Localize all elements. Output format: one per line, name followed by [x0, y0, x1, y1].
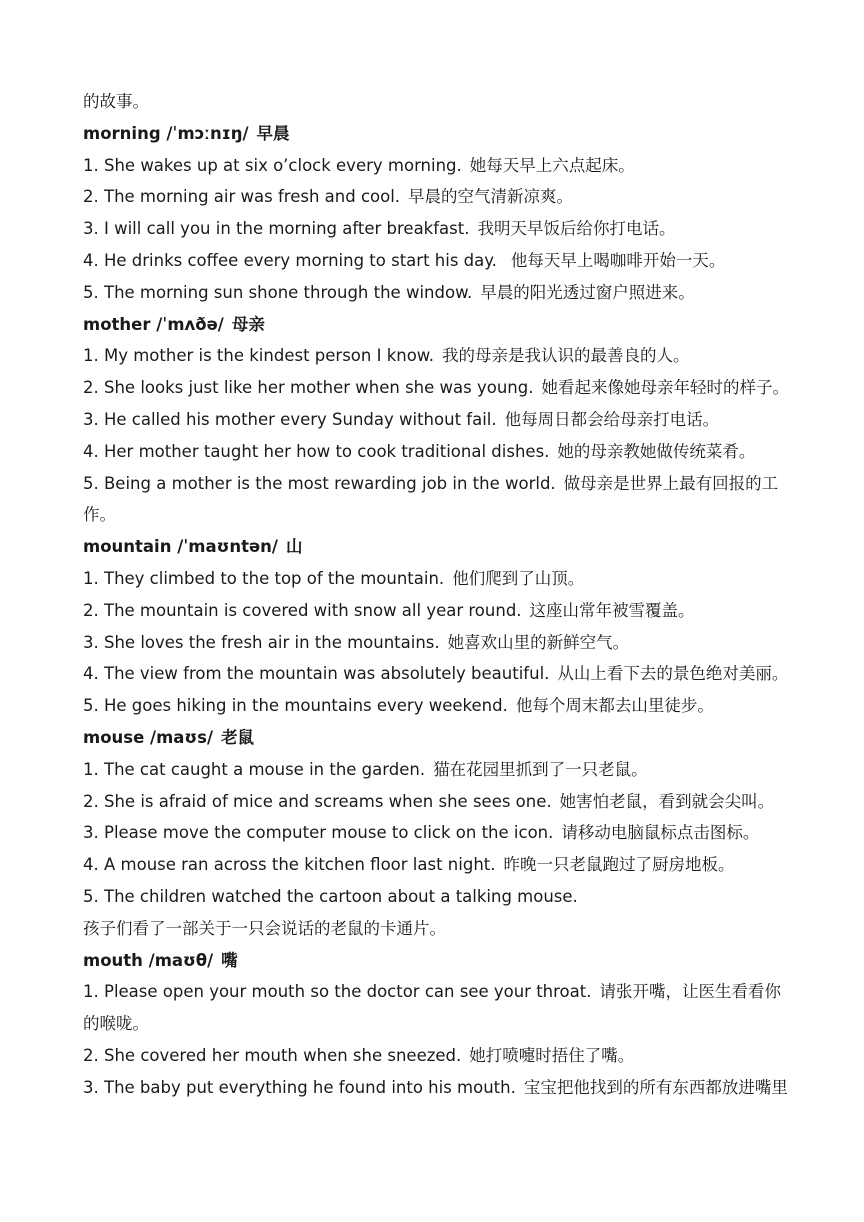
entry-word: morning: [83, 123, 161, 143]
entry-word: mouse: [83, 727, 145, 747]
entry-meaning: 山: [285, 537, 303, 557]
example-sentence: 2. She looks just like her mother when she was young. 她看起来像她母亲年轻时的样子。: [83, 378, 789, 398]
example-sentence: 2. She covered her mouth when she sneezed. 她打喷嚏时捂住了嘴。: [83, 1045, 635, 1065]
example-sentence: 5. He goes hiking in the mountains every weekend. 他每个周末都去山里徒步。: [83, 696, 714, 716]
entry-word: mother: [83, 314, 151, 334]
entry-phonetic: /ˈmɔːnɪŋ/: [166, 123, 249, 143]
entry-heading-morning: [83, 118, 788, 150]
example-sentence: 1. She wakes up at six o’clock every morning. 她每天早上六点起床。: [83, 155, 635, 175]
example-sentence: 5. The morning sun shone through the window. 早晨的阳光透过窗户照进来。: [83, 282, 695, 302]
entry-meaning: 老鼠: [221, 727, 254, 747]
entry-meaning: 母亲: [231, 314, 265, 334]
example-sentence: 4. A mouse ran across the kitchen floor last night. 昨晚一只老鼠跑过了厨房地板。: [83, 855, 735, 875]
example-sentence: 4. He drinks coffee every morning to start his day. 他每天早上喝咖啡开始一天。: [83, 250, 726, 270]
example-sentence: 2. The mountain is covered with snow all year round. 这座山常年被雪覆盖。: [83, 600, 695, 620]
entry-phonetic: /ˈmʌðə/: [156, 314, 224, 334]
entry-heading-mother: [83, 309, 788, 341]
example-sentence: 5. The children watched the cartoon about a talking mouse.: [83, 886, 578, 906]
example-sentence: 4. Her mother taught her how to cook traditional dishes. 她的母亲教她做传统菜肴。: [83, 441, 756, 461]
entry-meaning: 早晨: [256, 123, 290, 143]
entry-word: mountain: [83, 537, 172, 557]
document-page: [83, 86, 788, 1104]
example-sentence: 1. They climbed to the top of the mountain. 他们爬到了山顶。: [83, 568, 585, 588]
example-translation: 孩子们看了一部关于一只会说话的老鼠的卡通片。: [83, 918, 446, 938]
example-sentence: 1. My mother is the kindest person I know. 我的母亲是我认识的最善良的人。: [83, 346, 690, 366]
entry-phonetic: /maʊθ/: [148, 950, 214, 970]
entry-heading-mountain: [83, 531, 788, 563]
entry-phonetic: /ˈmaʊntən/: [177, 537, 278, 557]
example-sentence: 3. He called his mother every Sunday without fail. 他每周日都会给母亲打电话。: [83, 409, 720, 429]
entry-heading-mouse: [83, 722, 788, 754]
example-sentence: 3. Please move the computer mouse to click on the icon. 请移动电脑鼠标点击图标。: [83, 823, 760, 843]
example-sentence: 3. She loves the fresh air in the mountains. 她喜欢山里的新鲜空气。: [83, 632, 630, 652]
example-sentence: 2. She is afraid of mice and screams when she sees one. 她害怕老鼠，看到就会尖叫。: [83, 791, 775, 811]
example-sentence: 4. The view from the mountain was absolutely beautiful. 从山上看下去的景色绝对美丽。: [83, 664, 789, 684]
example-sentence: 5. Being a mother is the most rewarding job in the world. 做母亲是世界上最有回报的工作。: [83, 473, 779, 525]
example-sentence: 1. Please open your mouth so the doctor can see your throat. 请张开嘴，让医生看看你的喉咙。: [83, 982, 781, 1034]
example-sentence: 2. The morning air was fresh and cool. 早晨的空气清新凉爽。: [83, 187, 574, 207]
entry-meaning: 嘴: [221, 950, 238, 970]
example-sentence: 3. I will call you in the morning after breakfast. 我明天早饭后给你打电话。: [83, 219, 676, 239]
example-sentence: 1. The cat caught a mouse in the garden. 猫在花园里抓到了一只老鼠。: [83, 759, 648, 779]
example-sentence: 3. The baby put everything he found into his mouth. 宝宝把他找到的所有东西都放进嘴里: [83, 1077, 788, 1097]
entry-phonetic: /maʊs/: [150, 727, 213, 747]
entry-word: mouth: [83, 950, 143, 970]
entry-heading-mouth: [83, 945, 788, 977]
intro-text: 的故事。: [83, 92, 149, 111]
